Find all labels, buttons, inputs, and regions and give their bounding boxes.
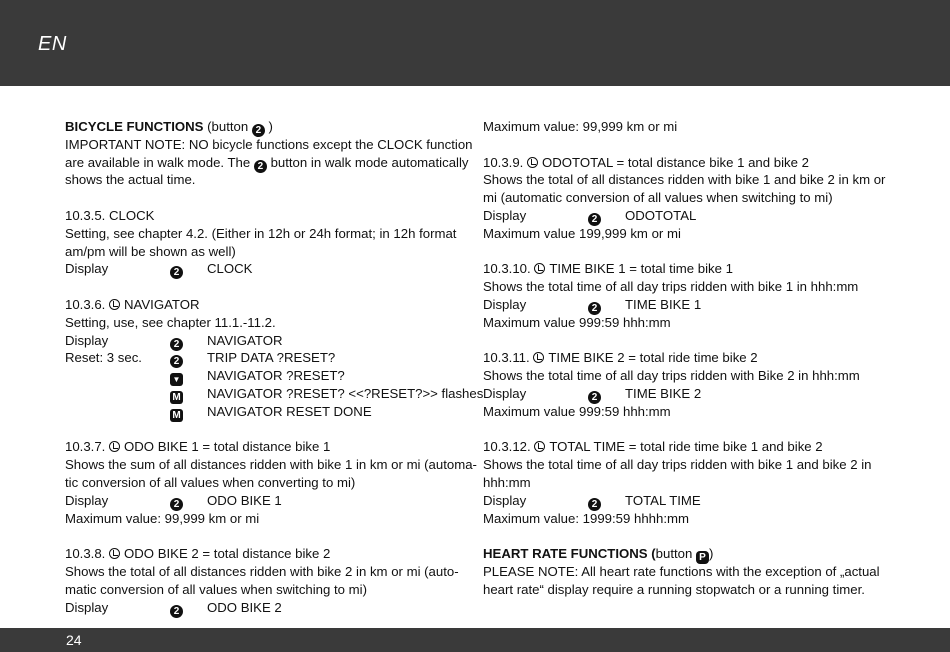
display-value: ODOTOTAL <box>625 207 697 223</box>
section-title: TIME BIKE 2 = total ride time bike 2 <box>548 350 758 366</box>
button-2-icon: 2 <box>170 338 183 351</box>
row-label: Reset: 3 sec. <box>65 350 142 366</box>
button-2-icon: 2 <box>170 355 183 368</box>
heart-rate-heading <box>483 545 883 563</box>
section-number: 10.3.10. <box>483 261 531 277</box>
button-2-icon: 2 <box>170 266 183 279</box>
clock-icon <box>109 548 120 559</box>
time-bike-2-max: Maximum value 999:59 hhh:mm <box>483 403 671 419</box>
display-label: Display <box>483 207 527 223</box>
section-number: 10.3.8. <box>65 546 106 562</box>
navigator-text-1: Setting, use, see chapter 11.1.-11.2. <box>65 314 276 330</box>
bicycle-functions-heading <box>65 118 465 136</box>
time-bike-2-heading <box>483 349 883 367</box>
odo-bike-1-display-row <box>65 492 465 510</box>
button-2-icon: 2 <box>170 498 183 511</box>
navigator-row <box>65 349 465 367</box>
display-value: CLOCK <box>207 261 253 277</box>
display-value: ODO BIKE 2 <box>207 599 282 615</box>
right-column <box>483 118 886 599</box>
paren: ) <box>709 546 714 562</box>
odototal-heading <box>483 154 883 172</box>
display-value: TOTAL TIME <box>625 492 701 508</box>
down-arrow-button-icon: ▼ <box>170 373 183 386</box>
section-title: NAVIGATOR <box>124 296 200 312</box>
time-bike-1-heading <box>483 260 883 278</box>
button-2-icon: 2 <box>588 391 601 404</box>
important-note-2 <box>65 154 469 172</box>
row-value: NAVIGATOR <box>207 332 283 348</box>
heart-rate-text-2: heart rate“ display require a running stopwatch or a running timer. <box>483 581 865 597</box>
odo-bike-2-max: Maximum value: 99,999 km or mi <box>483 119 678 134</box>
odototal-text-2: mi (automatic conversion of all values when switching to mi) <box>483 190 833 206</box>
button-2-icon: 2 <box>588 302 601 315</box>
page-footer <box>0 628 950 652</box>
section-title: ODOTOTAL = total distance bike 1 and bike 2 <box>542 154 809 170</box>
button-2-icon: 2 <box>254 160 267 173</box>
p-button-icon: P <box>696 551 709 564</box>
total-time-text-1: Shows the total time of all day trips ridden with bike 1 and bike 2 in <box>483 457 872 473</box>
section-number: 10.3.6. <box>65 296 106 312</box>
section-number: 10.3.11. <box>483 350 530 366</box>
odototal-max: Maximum value 199,999 km or mi <box>483 225 681 241</box>
total-time-max: Maximum value: 1999:59 hhhh:mm <box>483 510 689 526</box>
display-label: Display <box>65 261 109 277</box>
section-title: BICYCLE FUNCTIONS <box>65 119 204 134</box>
odototal-text-1: Shows the total of all distances ridden with bike 1 and bike 2 in km or <box>483 172 886 188</box>
mode-button-icon: M <box>170 409 183 422</box>
navigator-row <box>65 385 484 403</box>
odo-bike-1-text-1: Shows the sum of all distances ridden with bike 1 in km or mi (automa- <box>65 457 477 473</box>
navigator-heading <box>65 296 465 314</box>
odo-bike-2-text-1: Shows the total of all distances ridden with bike 2 in km or mi (auto- <box>65 563 459 579</box>
text: button in walk mode automatically <box>270 154 469 170</box>
display-label: Display <box>65 492 109 508</box>
heart-rate-text-1: PLEASE NOTE: All heart rate functions with the exception of „actual <box>483 563 880 579</box>
section-number: 10.3.7. <box>65 439 106 455</box>
button-2-icon: 2 <box>170 605 183 618</box>
section-number: 10.3.9. <box>483 154 524 170</box>
clock-icon <box>533 352 544 363</box>
odo-bike-2-display-row <box>65 599 465 617</box>
button-text: (button <box>207 119 249 134</box>
display-value: TIME BIKE 1 <box>625 296 702 312</box>
section-number: 10.3.12. <box>483 439 531 455</box>
odototal-display-row <box>483 207 883 225</box>
odo-bike-1-text-2: tic conversion of all values when converting to mi) <box>65 474 356 490</box>
section-title: TIME BIKE 1 = total time bike 1 <box>549 261 733 277</box>
row-value: TRIP DATA ?RESET? <box>207 350 336 366</box>
mode-button-icon: M <box>170 391 183 404</box>
time-bike-1-max: Maximum value 999:59 hhh:mm <box>483 314 671 330</box>
left-column <box>65 118 484 617</box>
clock-display-row <box>65 260 465 278</box>
section-title: TOTAL TIME = total ride time bike 1 and bike 2 <box>549 439 823 455</box>
display-value: ODO BIKE 1 <box>207 492 282 508</box>
display-label: Display <box>483 492 527 508</box>
section-title: HEART RATE FUNCTIONS ( <box>483 546 656 562</box>
clock-icon <box>534 441 545 452</box>
clock-icon <box>534 263 545 274</box>
button-2-icon: 2 <box>588 498 601 511</box>
total-time-text-2: hhh:mm <box>483 474 531 490</box>
clock-heading: 10.3.5. CLOCK <box>65 207 155 223</box>
section-title: ODO BIKE 1 = total distance bike 1 <box>124 439 331 455</box>
display-label: Display <box>483 385 527 401</box>
clock-text-2: am/pm will be shown as well) <box>65 243 236 259</box>
navigator-row <box>65 367 465 385</box>
time-bike-2-text-1: Shows the total time of all day trips ridden with Bike 2 in hhh:mm <box>483 368 860 384</box>
language-label: EN <box>38 33 67 55</box>
total-time-display-row <box>483 492 883 510</box>
clock-text-1: Setting, see chapter 4.2. (Either in 12h or 24h format; in 12h format <box>65 225 457 241</box>
important-note-3: shows the actual time. <box>65 172 196 188</box>
row-value: NAVIGATOR RESET DONE <box>207 403 372 419</box>
row-value: NAVIGATOR ?RESET? <<?RESET?>> flashes <box>207 385 484 401</box>
page-number: 24 <box>66 632 82 648</box>
display-label: Display <box>65 599 109 615</box>
section-title: ODO BIKE 2 = total distance bike 2 <box>124 546 331 562</box>
odo-bike-2-text-2: matic conversion of all values when switching to mi) <box>65 581 367 597</box>
button-2-icon: 2 <box>588 213 601 226</box>
clock-icon <box>109 299 120 310</box>
clock-icon <box>109 441 120 452</box>
row-value: NAVIGATOR ?RESET? <box>207 368 345 384</box>
odo-bike-1-heading <box>65 438 465 456</box>
total-time-heading <box>483 438 883 456</box>
time-bike-1-display-row <box>483 296 883 314</box>
time-bike-1-text-1: Shows the total time of all day trips ridden with bike 1 in hhh:mm <box>483 279 859 295</box>
display-label: Display <box>483 296 527 312</box>
time-bike-2-display-row <box>483 385 883 403</box>
text: are available in walk mode. The <box>65 154 251 170</box>
button-text: button <box>655 546 693 562</box>
display-value: TIME BIKE 2 <box>625 385 702 401</box>
odo-bike-2-heading <box>65 545 465 563</box>
row-label: Display <box>65 332 109 348</box>
page-header <box>0 0 950 86</box>
clock-icon <box>527 157 538 168</box>
odo-bike-1-max: Maximum value: 99,999 km or mi <box>65 510 260 526</box>
paren: ) <box>268 119 273 134</box>
navigator-row <box>65 332 465 350</box>
important-note-1: IMPORTANT NOTE: NO bicycle functions except the CLOCK function <box>65 136 473 152</box>
button-2-icon: 2 <box>252 124 265 137</box>
navigator-row <box>65 403 465 421</box>
